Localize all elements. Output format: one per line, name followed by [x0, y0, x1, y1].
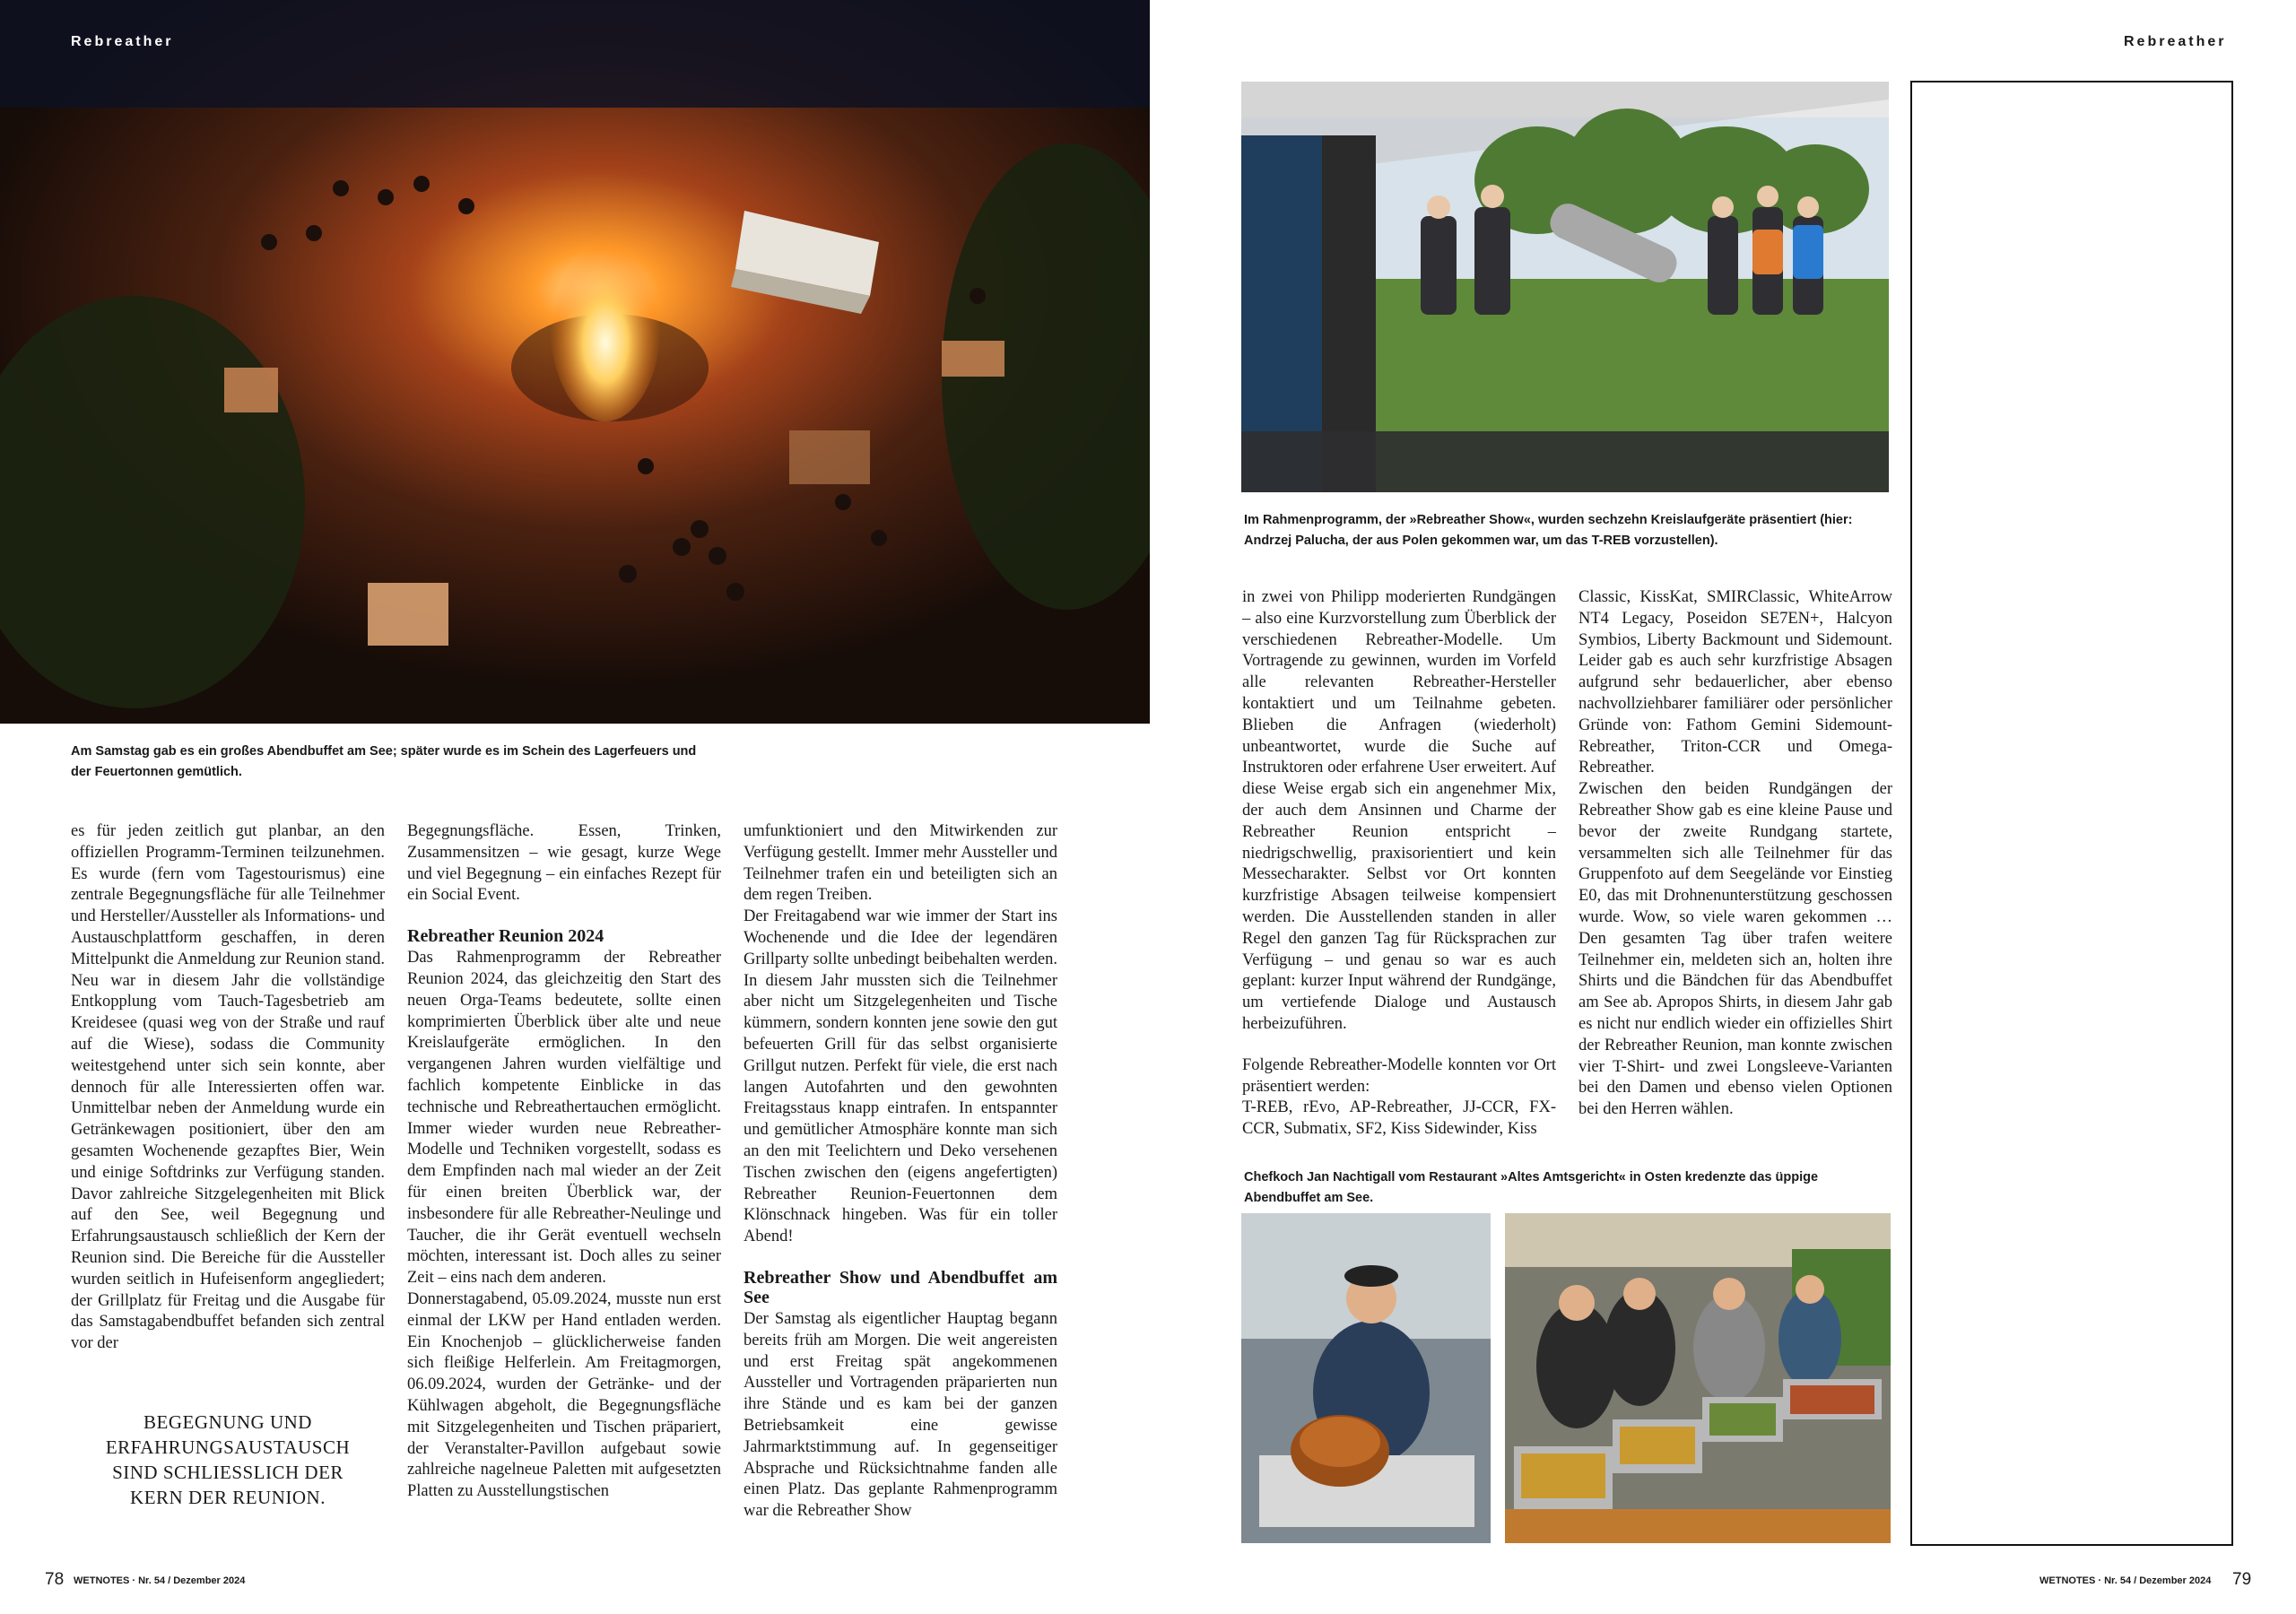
column4-models-intro: Folgende Rebreather-Modelle konnten vor Ort präsentiert werden:	[1242, 1055, 1556, 1096]
column2-intro: Begegnungsfläche. Essen, Trinken, Zusammensitzen – wie gesagt, kurze Wege und viel Begegnung – ein einfaches Rezept für ein Social Event.	[407, 822, 721, 905]
column4-models-list: T-REB, rEvo, AP-Rebreather, JJ-CCR, FX-CCR, Submatix, SF2, Kiss Sidewinder, Kiss	[1242, 1098, 1556, 1139]
show-photo-caption: Im Rahmenprogramm, der »Rebreather Show«, wurden sechzehn Kreislaufgeräte präsentiert (hier: Andrzej Palucha, der aus Polen gekommen war, um das T-REB vorzustellen).	[1244, 513, 1853, 548]
advertisement-box	[1910, 81, 2233, 1546]
page-number-right: 79	[2232, 1570, 2252, 1589]
heading-rebreather-show: Rebreather Show und Abendbuffet am See	[744, 1267, 1057, 1307]
column1-text: es für jeden zeitlich gut planbar, an den offiziellen Programm-Terminen teilzunehmen. Es wurde (fern vom Tagestourismus) eine zentrale Begegnungsfläche für alle Teilnehmer und Hersteller/Aussteller als Informations- und Austauschplattform geschaffen, in deren Mittelpunkt die Anmeldung zur Reunion stand. Neu war in diesem Jahr die vollständige Entkopplung vom Tauch-Tagesbetrieb am Kreidesee (quasi weg von der Straße und rauf auf die Wiese), sodass die Community weitestgehend unter sich sein konnte, aber dennoch für alle Interessierten offen war. Unmittelbar neben der Anmeldung wurde ein Getränkewagen positioniert, über den am gesamten Wochenende gezapftes Bier, Wein und einige Softdrinks zur Verfügung standen. Davor zahlreiche Sitzgelegenheiten mit Blick auf den See, weil Begegnung und Erfahrungsaustausch schließlich der Kern der Reunion sind. Die Bereiche für die Aussteller wurden seitlich in Hufeisenform angegliedert; der Grillplatz für Freitag und die Ausgabe für das Samstagabendbuffet befanden sich zentral vor der	[71, 822, 385, 1353]
column3-body: Der Freitagabend war wie immer der Start ins Wochenende und die Idee der legendären Grillparty sollte unbedingt beibehalten werden. In diesem Jahr mussten sich die Teilnehmer aber nicht um Sitzgelegenheiten und Tische kümmern, sondern konnten jene sowie den gut befeuerten Grill für das selbst organisierte Grillgut nutzen. Perfekt für viele, die erst nach langen Autofahrten und den gewohnten Freitagsstaus knapp eintrafen. In entspannter und gemütlicher Atmosphäre konnte man sich an den mit Teelichtern und Deko versehenen Tischen zwischen den (eigens angefertigten) Rebreather Reunion-Feuertonnen dem Klönschnack hingeben. Was für ein toller Abend!	[744, 907, 1057, 1246]
column2-body: Das Rahmenprogramm der Rebreather Reunion 2024, das gleichzeitig den Start des neuen Orga-Teams bedeutete, sollte einen komprimierten Überblick über alte und neue Kreislaufgeräte ermöglichen. In den vergangenen Jahren wurden vielfältige und fachlich kompetente Einblicke in das technische und Rebreathertauchen ermöglicht. Immer wieder wurden neue Rebreather-Modelle und Techniken vorgestellt, sodass es dem Empfinden nach mal wieder an der Zeit für einen breiten Überblick war, der insbesondere für alle Rebreather-Neulinge und Taucher, die ihr Gerät eventuell wechseln möchten, interessant ist. Doch alles zu seiner Zeit – eins nach dem anderen.	[407, 949, 721, 1288]
column5-body-2: Zwischen den beiden Rundgängen der Rebreather Show gab es eine kleine Pause und bevor der zweite Rundgang startete, versammelten sich alle Teilnehmer für das Gruppenfoto auf dem Seegelände vor Einstieg E0, das mit Drohnenunterstützung geschossen wurde. Wow, so viele waren gekommen … Den gesamten Tag über trafen weitere Teilnehmer ein, meldeten sich an, holten ihre Shirts und die Bändchen für das Abendbuffet am See ab. Apropos Shirts, in diesem Jahr gab es nicht nur endlich wieder ein offizielles Shirt der Rebreather Reunion, man konnte zwischen vier T-Shirt- und zwei Longsleeve-Varianten bei den Damen und ebenso vielen Optionen bei den Herren wählen.	[1578, 780, 1892, 1119]
page-number-left: 78	[45, 1570, 65, 1589]
chef-photo	[1241, 1213, 1491, 1543]
pull-quote: BEGEGNUNG UND ERFAHRUNGSAUSTAUSCH SIND SCHLIESSLICH DER KERN DER REUNION.	[105, 1411, 351, 1508]
section-label-left: Rebreather	[71, 34, 174, 49]
article-column-4	[1242, 587, 1556, 1147]
column3-body-2: Der Samstag als eigentlicher Hauptag begann bereits früh am Morgen. Die weit angereisten und erst Freitag spät angekommenen Aussteller und Vortragenden präparierten nun ihre Stände und es kam bei der ganzen Betriebsamkeit eine gewisse Jahrmarktstimmung auf. In gegenseitiger Absprache und Rücksichtnahme fanden alle einen Platz. Das geplante Rahmenprogramm war die Rebreather Show	[744, 1309, 1057, 1521]
section-label-right: Rebreather	[2124, 34, 2227, 49]
article-column-2	[407, 821, 721, 1549]
buffet-caption: Chefkoch Jan Nachtigall vom Restaurant »Altes Amtsgericht« in Osten kredenzte das üppige Abendbuffet am See.	[1244, 1170, 1819, 1205]
article-column-3	[744, 821, 1057, 1549]
footer-left: WETNOTES · Nr. 54 / Dezember 2024	[74, 1575, 246, 1586]
buffet-photo	[1505, 1213, 1891, 1543]
column4-body: in zwei von Philipp moderierten Rundgängen – also eine Kurzvorstellung zum Überblick der verschiedenen Rebreather-Modelle. Um Vortragende zu gewinnen, wurden im Vorfeld alle relevanten Rebreather-Hersteller kontaktiert und um Teilnahme gebeten. Blieben die Anfragen (wiederholt) unbeantwortet, wurde die Suche auf Instruktoren oder erfahrene User erweitert. Auf diese Weise ergab sich ein angenehmer Mix, der auch dem Ansinnen und Charme der Rebreather Reunion entspricht – niedrigschwellig, praxisorientiert und kein Messecharakter. Selbst vor Ort konnten kurzfristige Absagen teilweise kompensiert werden. Die Ausstellenden standen in aller Regel den ganzen Tag für Rücksprachen zur Verfügung – und genau so war es auch geplant: kurzer Input während der Rundgänge, um vertiefende Dialoge und Austausch herbeizuführen.	[1242, 588, 1556, 1033]
rebreather-show-photo	[1241, 82, 1889, 492]
column2-body-2: Donnerstagabend, 05.09.2024, musste nun erst einmal der LKW per Hand entladen werden. Ein Knochenjob – glücklicherweise fanden sich fleißige Helferlein. Am Freitagmorgen, 06.09.2024, wurden der Getränke- und der Kühlwagen abgeholt, die Begegnungsfläche mit Sitzgelegenheiten und Tischen präpariert, der Veranstalter-Pavillon aufgebaut sowie zahlreiche nagelneue Paletten mit aufgesetzten Platten zu Ausstellungstischen	[407, 1289, 721, 1501]
article-column-5	[1578, 587, 1892, 1147]
column3-intro: umfunktioniert und den Mitwirkenden zur Verfügung gestellt. Immer mehr Aussteller und Teilnehmer trafen ein und beteiligten sich an dem regen Treiben.	[744, 822, 1057, 905]
heading-rebreather-reunion-2024: Rebreather Reunion 2024	[407, 926, 604, 947]
footer-right: WETNOTES · Nr. 54 / Dezember 2024	[2039, 1575, 2212, 1586]
hero-photo-caption: Am Samstag gab es ein großes Abendbuffet am See; später wurde es im Schein des Lagerfeuers und der Feuertonnen gemütlich.	[71, 744, 697, 779]
column5-body: Classic, KissKat, SMIRClassic, WhiteArrow NT4 Legacy, Poseidon SE7EN+, Halcyon Symbios, Liberty Backmount und Sidemount. Leider gab es auch sehr kurzfristige Absagen aufgrund sehr bedauerlicher, aber ebenso nachvollziehbarer familiärer oder persönlicher Gründe von: Fathom Gemini Sidemount-Rebreather, Triton-CCR und Omega-Rebreather.	[1578, 588, 1892, 777]
campfire-photo	[0, 0, 1150, 724]
